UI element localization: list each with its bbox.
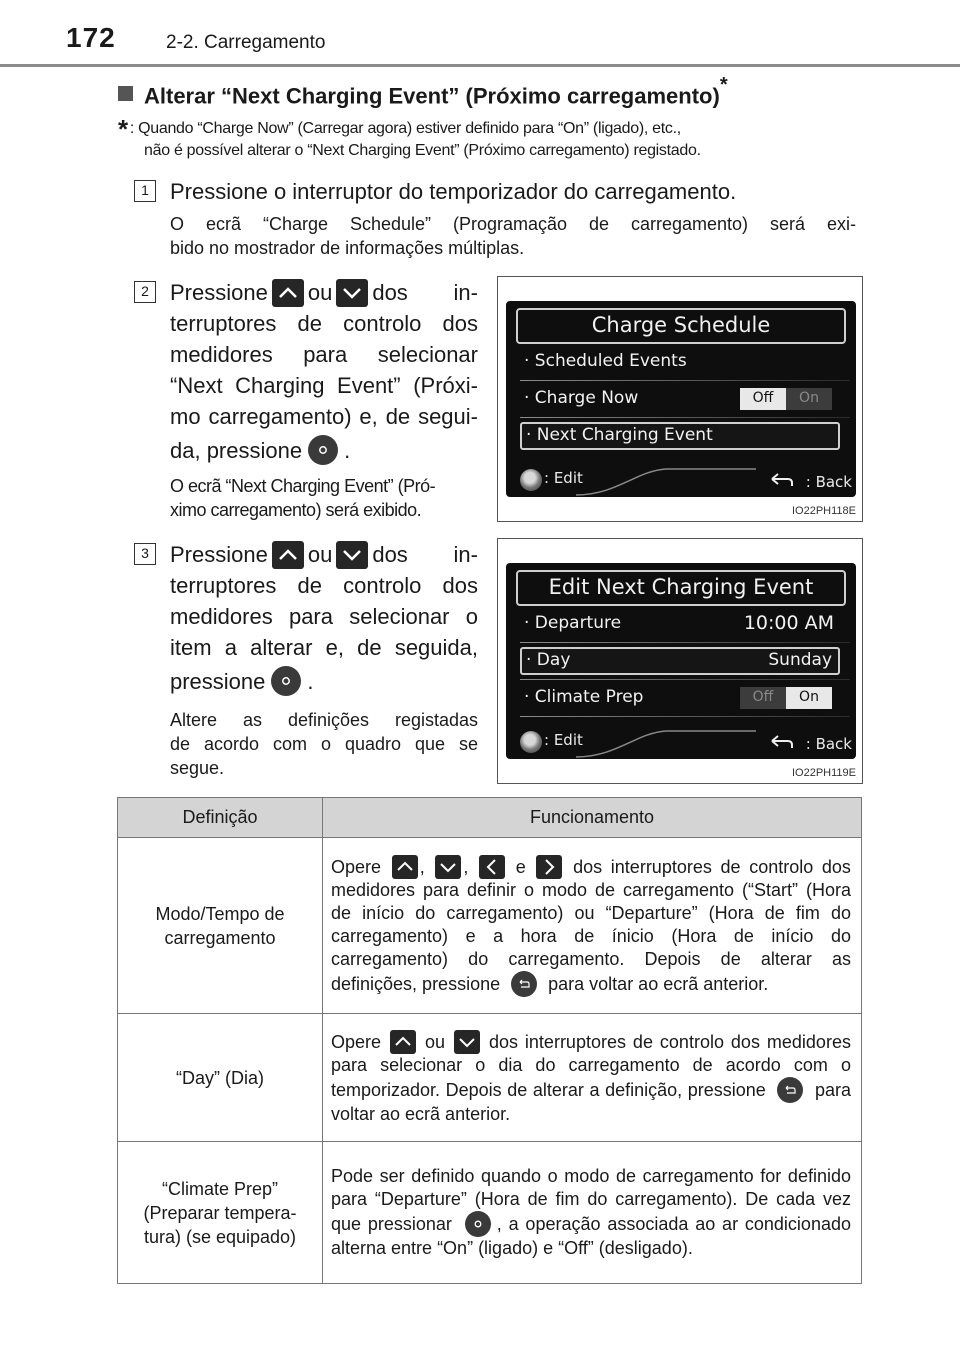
setting-name: “Climate Prep” bbox=[161, 1178, 279, 1199]
text: dos in- bbox=[372, 280, 478, 305]
toggle bbox=[740, 687, 832, 709]
screen-title: Charge Schedule bbox=[516, 308, 846, 344]
function-cell bbox=[323, 838, 862, 1014]
chevron-down-icon bbox=[336, 541, 368, 569]
menu-row-selected: · Next Charging Event bbox=[520, 422, 840, 450]
text: Opere bbox=[331, 856, 382, 877]
step-number: 3 bbox=[134, 543, 156, 565]
footnote-star: * bbox=[118, 114, 128, 144]
chevron-down-icon bbox=[454, 1030, 480, 1054]
toggle-on: On bbox=[786, 388, 832, 410]
text: e bbox=[515, 856, 526, 877]
text-line: “Next Charging Event” (Próxi- bbox=[170, 373, 478, 398]
heading-text: Alterar “Next Charging Event” (Próximo carregamento) bbox=[144, 83, 720, 109]
setting-name: carregamento bbox=[164, 927, 276, 948]
text-line: medidores para selecionar o bbox=[170, 604, 478, 629]
setting-name: tura) (se equipado) bbox=[143, 1226, 297, 1247]
heading bbox=[144, 74, 728, 109]
page-header bbox=[0, 0, 960, 68]
divider bbox=[520, 642, 850, 643]
chevron-up-icon bbox=[272, 541, 304, 569]
menu-row-selected bbox=[520, 647, 840, 675]
function-cell bbox=[323, 1142, 862, 1284]
heading-bullet bbox=[118, 86, 133, 101]
row-value: Sunday bbox=[768, 650, 832, 670]
function-cell bbox=[323, 1014, 862, 1142]
text: . bbox=[344, 438, 351, 463]
toggle bbox=[740, 388, 832, 410]
display-image-edit-next-charging-event bbox=[497, 538, 863, 784]
screen-title: Edit Next Charging Event bbox=[516, 570, 846, 606]
text: , a operação associada ao ar condicionado alterna entre “On” (ligado) e “Off” (desligado). bbox=[331, 1214, 851, 1258]
footnote-line: : Quando “Charge Now” (Carregar agora) estiver definido para “On” (ligado), etc., bbox=[129, 120, 681, 137]
note-line: Altere as definições registadas bbox=[170, 710, 478, 730]
section-title: 2-2. Carregamento bbox=[166, 32, 326, 53]
divider bbox=[520, 679, 850, 680]
step-1-note bbox=[170, 212, 856, 260]
text: pressione bbox=[170, 669, 266, 694]
table-row bbox=[118, 1142, 862, 1284]
chevron-up-icon bbox=[272, 279, 304, 307]
edit-label: : Edit bbox=[544, 731, 583, 749]
knob-icon bbox=[520, 731, 542, 753]
column-header: Funcionamento bbox=[323, 798, 862, 838]
settings-table bbox=[117, 797, 862, 1284]
screen-footer bbox=[506, 463, 856, 497]
text: . bbox=[307, 669, 314, 694]
chevron-down-icon bbox=[435, 855, 461, 879]
note-line: bido no mostrador de informações múltiplas. bbox=[170, 238, 525, 258]
row-value: 10:00 AM bbox=[743, 612, 834, 634]
footnote-line: não é possível alterar o “Next Charging Event” (Próximo carregamento) registado. bbox=[144, 142, 701, 159]
text-line: medidores para selecionar bbox=[170, 342, 478, 367]
back-label: : Back bbox=[805, 473, 852, 491]
heading-footnote-mark: * bbox=[719, 74, 728, 96]
display-image-charge-schedule bbox=[497, 276, 863, 522]
step-number: 2 bbox=[134, 281, 156, 303]
chevron-left-icon bbox=[479, 855, 505, 879]
text: Pode ser definido quando o modo de carregamento for definido para “Departure” (Hora de fim do carregamento). De cada vez que pressionar bbox=[331, 1166, 851, 1234]
note-line: O ecrã “Charge Schedule” (Programação de carregamento) será exi- bbox=[170, 214, 856, 234]
setting-name: (Preparar tempera- bbox=[143, 1202, 297, 1223]
text: ou bbox=[424, 1031, 445, 1052]
setting-cell bbox=[118, 1142, 323, 1284]
step-2-note bbox=[170, 474, 478, 522]
text-line: mo carregamento) e, de segui- bbox=[170, 404, 478, 429]
step-number: 1 bbox=[134, 180, 156, 202]
row-label: · Charge Now bbox=[524, 388, 639, 408]
text: dos interruptores de controlo dos medidores para definir o modo de carregamento (“Start” (Hora de início do carregamento) ou “Departure” (Hora de fim do carregamento) e a hora de ínicio (Hora de início do carregamento) do carregamento. Depois de alterar as definições, pressione bbox=[331, 856, 851, 994]
column-header: Definição bbox=[118, 798, 323, 838]
text: da, pressione bbox=[170, 438, 303, 463]
text: para voltar ao ecrã anterior. bbox=[548, 973, 769, 994]
mid-screen bbox=[506, 301, 856, 497]
toggle-off: Off bbox=[740, 687, 786, 709]
menu-row bbox=[520, 385, 840, 413]
chevron-up-icon bbox=[390, 1030, 416, 1054]
divider bbox=[520, 380, 850, 381]
text: dos in- bbox=[372, 542, 478, 567]
text: , bbox=[419, 856, 425, 877]
chevron-down-icon bbox=[336, 279, 368, 307]
text: dos interruptores de controlo dos medidores para selecionar o dia do carregamento de acordo com o temporizador. Depois de alterar a definição, pressione bbox=[331, 1031, 851, 1100]
step-1-text: Pressione o interruptor do temporizador do carregamento. bbox=[170, 179, 737, 204]
back-button-icon bbox=[511, 971, 537, 997]
knob-icon bbox=[520, 469, 542, 491]
ok-button-icon bbox=[465, 1211, 491, 1237]
menu-row bbox=[520, 684, 840, 712]
chevron-right-icon bbox=[536, 855, 562, 879]
footnote bbox=[118, 114, 858, 162]
text: Pressione bbox=[170, 280, 268, 305]
text-line: terruptores de controlo dos bbox=[170, 573, 478, 598]
note-line: ximo carregamento) será exibido. bbox=[170, 500, 422, 520]
chevron-up-icon bbox=[392, 855, 418, 879]
text-line: item a alterar e, de seguida, bbox=[170, 635, 478, 660]
header-rule bbox=[0, 64, 960, 67]
note-line: O ecrã “Next Charging Event” (Pró- bbox=[170, 476, 436, 496]
divider bbox=[520, 716, 850, 717]
back-arrow-icon bbox=[768, 733, 794, 753]
note-line: segue. bbox=[170, 758, 225, 778]
menu-row: · Scheduled Events bbox=[524, 351, 687, 371]
edit-label: : Edit bbox=[544, 469, 583, 487]
ok-button-icon bbox=[271, 666, 301, 696]
table-header-row bbox=[118, 798, 862, 838]
step-2-text bbox=[170, 277, 478, 466]
table-row bbox=[118, 1014, 862, 1142]
step-3-text bbox=[170, 539, 478, 697]
ok-button-icon bbox=[308, 435, 338, 465]
toggle-off: Off bbox=[740, 388, 786, 410]
row-label: · Day bbox=[526, 650, 571, 670]
menu-row bbox=[520, 610, 840, 638]
back-label: : Back bbox=[805, 735, 852, 753]
screen-footer bbox=[506, 725, 856, 759]
toggle-on: On bbox=[786, 687, 832, 709]
text: para voltar ao ecrã anterior. bbox=[331, 1079, 851, 1124]
footer-curve bbox=[576, 463, 756, 497]
back-button-icon bbox=[777, 1077, 803, 1103]
setting-cell: “Day” (Dia) bbox=[118, 1014, 323, 1142]
text: ou bbox=[307, 542, 333, 567]
divider bbox=[520, 417, 850, 418]
step-3-note bbox=[170, 708, 478, 780]
text: Pressione bbox=[170, 542, 268, 567]
text: Opere bbox=[331, 1031, 382, 1052]
mid-screen bbox=[506, 563, 856, 759]
row-label: · Departure bbox=[524, 613, 622, 633]
row-label: · Climate Prep bbox=[524, 687, 644, 707]
back-arrow-icon bbox=[768, 471, 794, 491]
image-code: IO22PH118E bbox=[791, 505, 856, 517]
page-number: 172 bbox=[66, 22, 116, 53]
footer-curve bbox=[576, 725, 756, 759]
text: , bbox=[463, 856, 469, 877]
note-line: de acordo com o quadro que se bbox=[170, 734, 478, 754]
setting-name: Modo/Tempo de bbox=[155, 903, 285, 924]
image-code: IO22PH119E bbox=[791, 767, 856, 779]
text-line: terruptores de controlo dos bbox=[170, 311, 478, 336]
setting-cell bbox=[118, 838, 323, 1014]
text: ou bbox=[307, 280, 333, 305]
table-row bbox=[118, 838, 862, 1014]
